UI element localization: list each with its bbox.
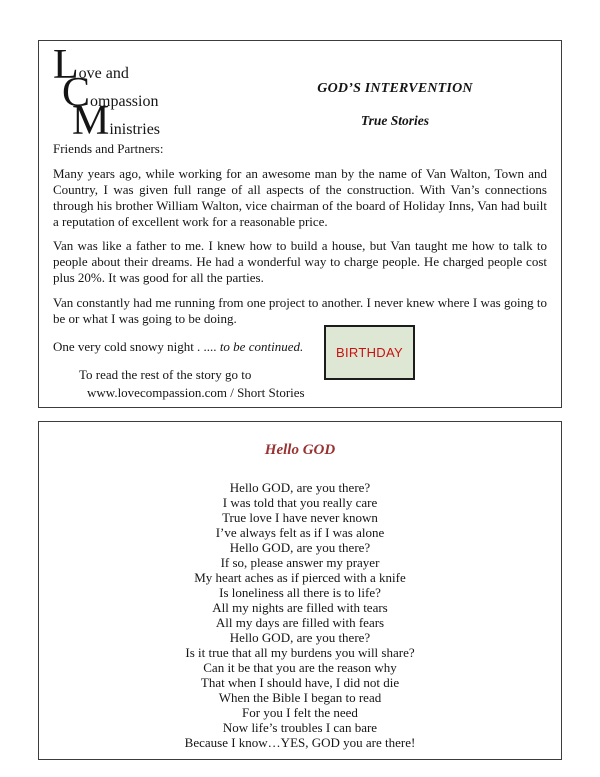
logo-initial-m: M [72,98,110,144]
letter-paragraph-1: Many years ago, while working for an awesome man by the name of Van Walton, Town and Country, I was given full range of all aspects of the construction. With Van’s connections through his brother William Walton, vice chairman of the board of Holiday Inns, Van had built a reputation of excellent work for a reasonable price. [53,166,547,229]
logo-initial-l: L [53,42,79,88]
poem-line: Is it true that all my burdens you will share? [185,645,415,660]
ministries-logo [53,42,243,144]
logo-rest-ompassion: ompassion [90,93,159,110]
letter-paragraph-3: Van constantly had me running from one project to another. I never knew where I was going to be or what I was going to be doing. [53,295,547,326]
poem-title: Hello GOD [264,442,336,458]
letter-section [38,40,562,408]
readmore-line-1: To read the rest of the story go to [79,366,252,382]
newsletter-subtitle: True Stories [360,113,430,128]
poem-line: Because I know…YES, GOD you are there! [184,735,416,750]
readmore-url: www.lovecompassion.com / Short Stories [87,384,305,400]
poem-line: All my nights are filled with tears [212,600,388,615]
poem-body [59,480,541,750]
poem-line: Is loneliness all there is to life? [219,585,381,600]
poem-line: Hello GOD, are you there? [229,630,371,645]
header-titles [243,49,547,129]
poem-line: I’ve always felt as if I was alone [215,525,385,540]
logo-rest-ove-and: ove and [78,65,129,82]
poem-line: All my days are filled with fears [215,615,385,630]
birthday-label: BIRTHDAY [336,345,403,360]
poem-line: When the Bible I began to read [218,690,382,705]
poem-line: I was told that you really care [222,495,378,510]
poem-line: Hello GOD, are you there? [229,540,371,555]
to-be-continued-text: to be continued. [219,338,304,354]
poem-line: True love I have never known [222,510,378,525]
poem-line: Hello GOD, are you there? [229,480,371,495]
letter-paragraph-2: Van was like a father to me. I knew how to build a house, but Van taught me how to talk to people about their dreams. He had a wonderful way to charge people. He charged people cost plus 20%. It was good for all the parties. [53,238,547,286]
poem-line: My heart aches as if pierced with a knife [194,570,406,585]
poem-section [38,421,562,760]
poem-line: That when I should have, I did not die [200,675,400,690]
logo-rest-inistries: inistries [109,121,161,138]
closing-text: One very cold snowy night . .... [53,338,217,354]
poem-line: For you I felt the need [242,705,358,720]
letter-header [53,42,547,144]
poem-line: If so, please answer my prayer [220,555,380,570]
closing-line [53,339,547,355]
poem-line: Can it be that you are the reason why [203,660,397,675]
birthday-box [324,325,415,380]
salutation: Friends and Partners: [53,141,164,156]
poem-line: Now life’s troubles I can bare [222,720,378,735]
logo-initial-c: C [62,70,91,116]
newsletter-title: GOD’S INTERVENTION [317,81,473,96]
